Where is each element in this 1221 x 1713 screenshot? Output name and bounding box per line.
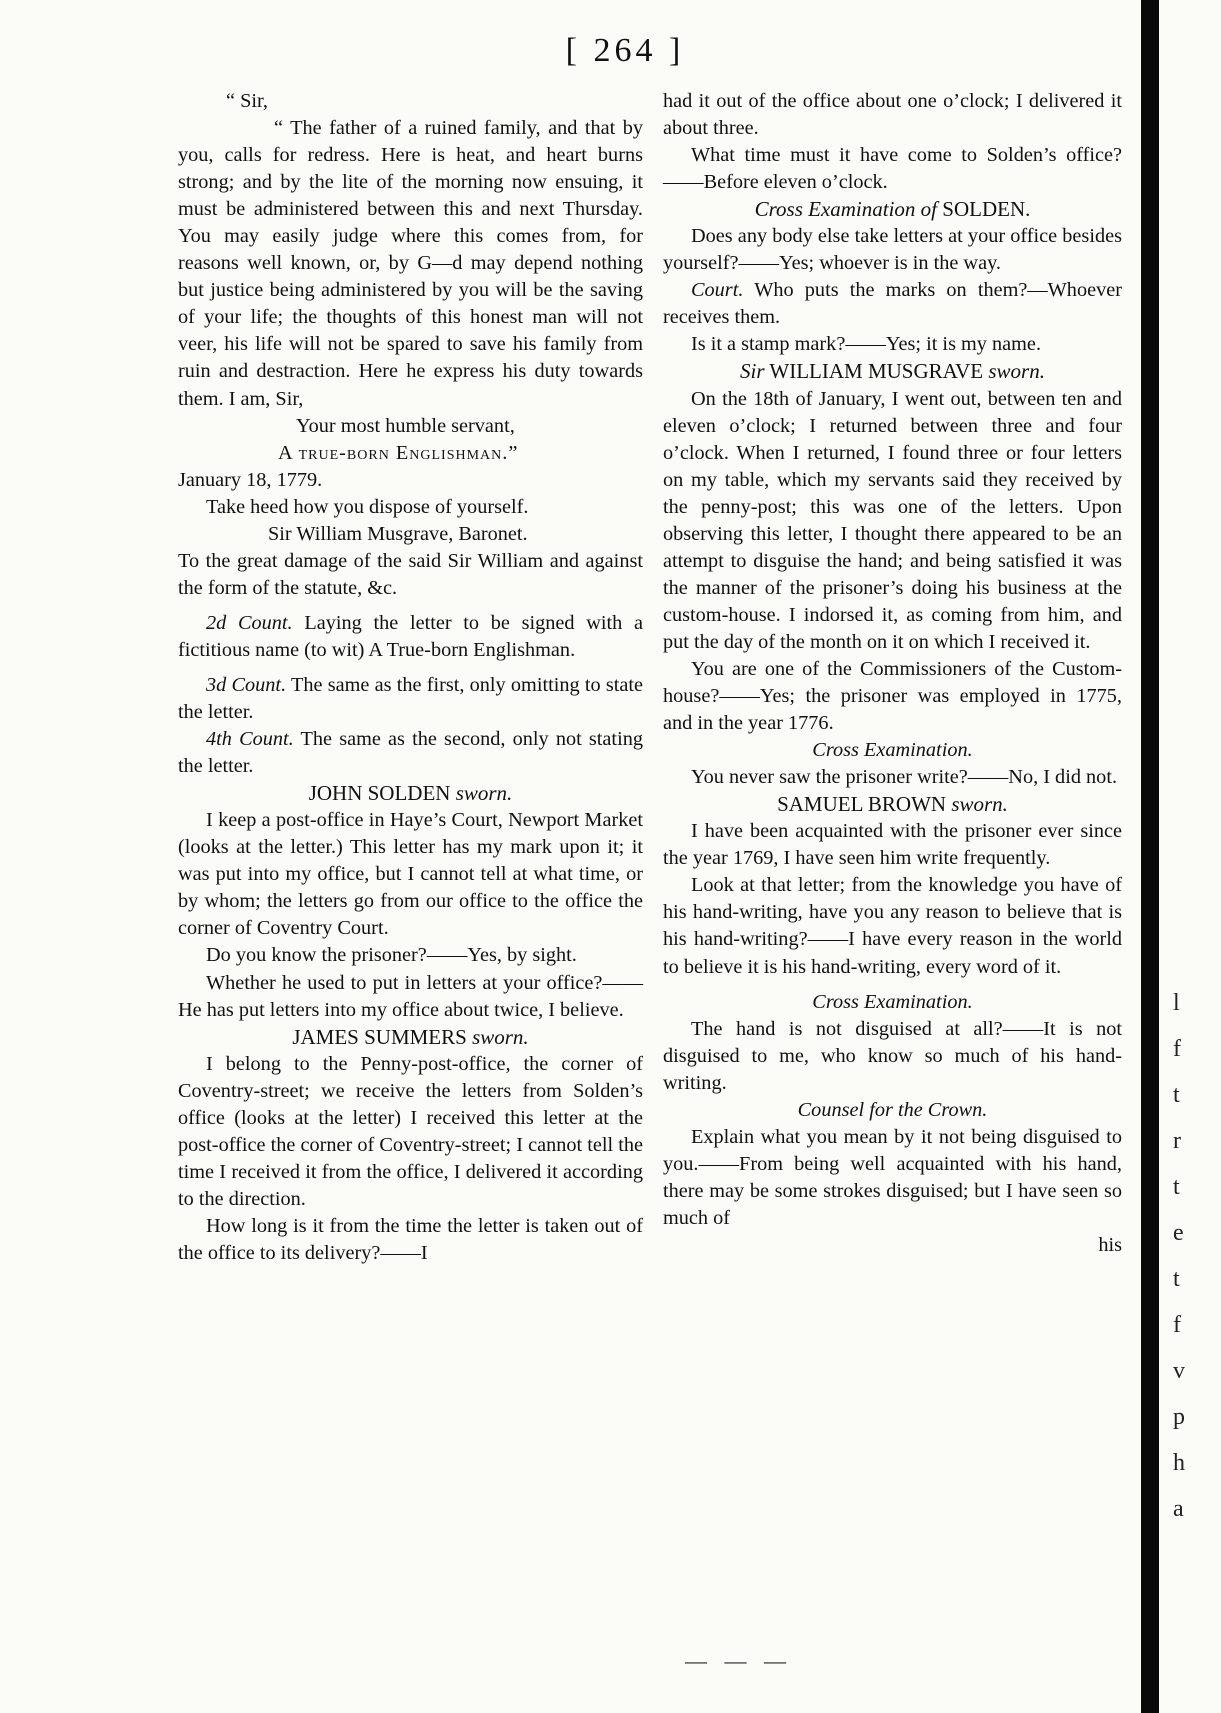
count-4 [178,726,643,780]
letter-closing: Your most humble servant, [296,414,515,437]
count-2-label: 2d Count. [206,611,293,634]
right-column [663,88,1122,1259]
letter-signature: A true-born Englishman.” [278,441,519,464]
facing-page-letter: v [1173,1358,1185,1384]
facing-page-letter: f [1173,1312,1181,1338]
musgrave-sir: Sir [740,359,765,384]
musgrave-paragraph-2: You are one of the Commissioners of the Custom-house?——Yes; the prisoner was employed in 1775, and in the year 1776. [663,657,1122,735]
facing-page-letter: a [1173,1496,1184,1522]
page-number: [ 264 ] [565,32,685,69]
solden-paragraph-2: Do you know the prisoner?——Yes, by sight. [206,944,577,967]
musgrave-heading [663,358,1122,385]
facing-page-letter: t [1173,1174,1180,1200]
facing-page-letter: t [1173,1082,1180,1108]
addressee-line: Sir William Musgrave, Baronet. [268,522,528,545]
count-3-label: 3d Count. [206,673,287,696]
brown-paragraph-1: I have been acquainted with the prisoner ever since the year 1769, I have seen him write frequently. [663,820,1122,870]
count-4-text: The same as the second, only not stating the letter. [178,728,643,778]
court-label: Court. [691,279,744,302]
facing-page-letter: l [1173,990,1180,1016]
facing-page-letter: e [1173,1220,1184,1246]
solden-sworn: sworn. [455,781,513,806]
explain-paragraph: Explain what you mean by it not being disguised to you.——From being well acquainted with his hand, there may be some strokes disguised; but I have seen so much of [663,1125,1122,1229]
facing-page-letter: t [1173,1266,1180,1292]
solden-name: JOHN SOLDEN [308,781,451,806]
brown-paragraph-2: Look at that letter; from the knowledge you have of his hand-writing, have you any reason to believe that is his hand-writing?——I have every reason in the world to believe it is his hand-writing, every word of it. [663,874,1122,978]
summers-paragraph-1: I belong to the Penny-post-office, the corner of Coventry-street; we receive the letters from Solden’s office (looks at the letter) I received this letter at the post-office the corner of Coventry-street; I cannot tell the time I received it from the office, I delivered it according to the direction. [178,1052,643,1210]
cross-examination-heading-2: Cross Examination. [812,990,973,1013]
musgrave-sworn: sworn. [988,359,1045,384]
court-text: Who puts the marks on them?—Whoever receives them. [663,279,1122,329]
brown-name: SAMUEL BROWN [777,792,947,817]
what-time-paragraph: What time must it have come to Solden’s office?——Before eleven o’clock. [663,144,1122,194]
brown-sworn: sworn. [951,792,1008,817]
summers-sworn: sworn. [472,1024,529,1049]
musgrave-paragraph-1: On the 18th of January, I went out, between ten and eleven o’clock; I returned between three and four o’clock. When I returned, I found three or four letters on my table, which my servants said they received by the penny-post; this was one of the letters. Upon observing this letter, I thought there appeared to be an attempt to disguise the hand; and being satisfied it was the manner of the prisoner’s doing his business at the custom-house. I indorsed it, as coming from him, and put the day of the month on it on which I received it. [663,387,1122,653]
court-question [663,277,1122,331]
cross-solden-name: SOLDEN. [942,197,1031,222]
solden-paragraph-1: I keep a post-office in Haye’s Court, Newport Market (looks at the letter.) This letter has my mark upon it; it was put into my office, but I cannot tell at what time, or by whom; the letters go from our office to the office the corner of Coventry Court. [178,809,643,940]
cross-question-1: Does any body else take letters at your office besides yourself?——Yes; whoever is in the way. [663,225,1122,275]
summers-paragraph-2: How long is it from the time the letter is taken out of the office to its delivery?——I [178,1214,643,1264]
facing-page-letters [1173,980,1213,1532]
stamp-question: Is it a stamp mark?——Yes; it is my name. [691,333,1042,356]
brown-heading [663,791,1122,818]
solden-paragraph-3: Whether he used to put in letters at your office?——He has put letters into my office about twice, I believe. [178,971,643,1021]
cross-solden-heading [663,196,1122,223]
count-3 [178,672,643,726]
cross-solden-label: Cross Examination of [754,197,938,222]
count-2-text: Laying the letter to be signed with a fictitious name (to wit) A True-born Englishman. [178,611,643,661]
letter-body: “ The father of a ruined family, and that by you, calls for redress. Here is heat, and heart burns strong; and by the lite of the morning now ensuing, it must be administered between this and next Thursday. You may easily judge where this comes from, for reasons well known, or, by G—d may depend nothing but justice being administered by you will be the saving of your life; the thoughts of this honest man will not veer, his life will not be spared to save his family from ruin and destraction. Here he express his duty towards them. I am, Sir, [178,117,643,410]
solden-heading [178,780,643,807]
letter-date: January 18, 1779. [178,468,323,491]
catchword: his [1098,1233,1122,1256]
cross-examination-heading-1: Cross Examination. [812,739,973,762]
page-binding-shadow [1141,0,1159,1713]
facing-page-letter: h [1173,1450,1185,1476]
summers-name: JAMES SUMMERS [292,1024,467,1049]
musgrave-name: WILLIAM MUSGRAVE [769,359,984,384]
continued-paragraph: had it out of the office about one o’clock; I delivered it about three. [663,90,1122,140]
summers-heading [178,1024,643,1051]
facing-page-letter: r [1173,1128,1181,1154]
damage-paragraph: To the great damage of the said Sir William and against the form of the statute, &c. [178,549,643,599]
count-3-text: The same as the first, only omitting to state the letter. [178,673,643,724]
facing-page-letter: f [1173,1036,1181,1062]
count-4-label: 4th Count. [206,728,294,751]
disguised-question: The hand is not disguised at all?——It is not disguised to me, who know so much of his hand-writing. [663,1017,1122,1094]
take-heed-line: Take heed how you dispose of yourself. [206,495,529,518]
left-column [178,88,643,1267]
count-2 [178,610,643,664]
footer-marks: — — — [685,1648,792,1673]
never-saw-paragraph: You never saw the prisoner write?——No, I did not. [691,766,1118,789]
letter-salutation: “ Sir, [226,90,268,112]
facing-page-letter: p [1173,1404,1185,1430]
counsel-heading: Counsel for the Crown. [797,1098,988,1121]
